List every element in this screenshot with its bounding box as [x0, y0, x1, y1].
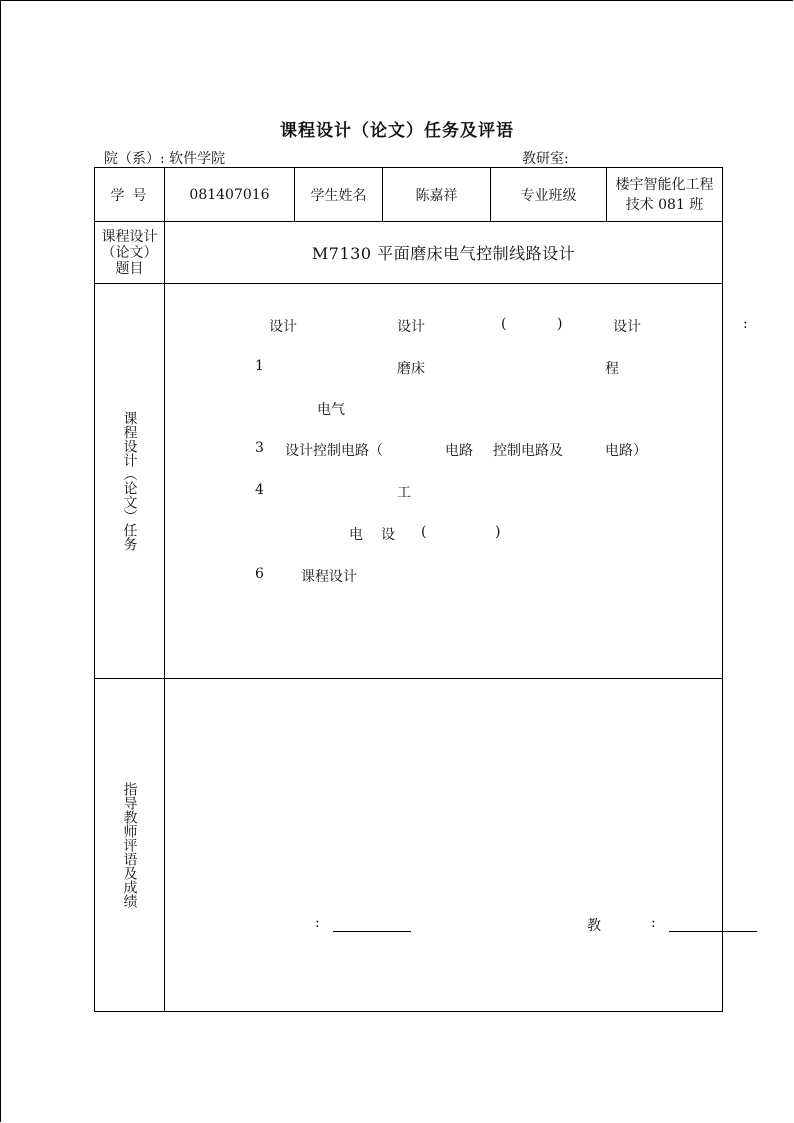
- class-value: 楼宇智能化工程技术 081 班: [615, 176, 714, 213]
- signature-left-colon: :: [315, 915, 320, 931]
- student-info-row: [95, 168, 723, 222]
- topic-value-cell: [165, 222, 723, 284]
- comments-row: [95, 679, 723, 1012]
- task-fragment: 课程设计: [301, 569, 357, 585]
- class-label: 专业班级: [520, 187, 577, 204]
- student-id-label-cell: [95, 168, 165, 222]
- comments-label: 指导教师评语及成绩: [121, 782, 138, 908]
- student-name-label-cell: [295, 168, 383, 222]
- task-fragment: (: [421, 524, 427, 540]
- task-fragment: 程: [605, 361, 619, 377]
- signature-right-line: [669, 931, 757, 932]
- task-fragment: 1: [255, 358, 264, 374]
- task-fragment: (: [501, 316, 507, 332]
- task-fragment: ): [495, 524, 501, 540]
- student-id-value: 081407016: [189, 186, 270, 203]
- task-content-cell: [165, 284, 748, 679]
- topic-label: 课程设计（论文）题目: [101, 228, 158, 277]
- department-field: 院（系）: 软件学院: [104, 151, 226, 167]
- signature-right-colon: :: [651, 915, 656, 931]
- task-fragment: :: [743, 316, 748, 332]
- student-name-label: 学生姓名: [310, 187, 367, 204]
- task-fragment: 设: [381, 527, 395, 543]
- task-fragment: 设计: [269, 319, 297, 335]
- class-label-cell: [491, 168, 607, 222]
- task-fragment: 工: [397, 485, 411, 501]
- topic-row: [95, 222, 723, 284]
- task-fragment: 设计: [397, 319, 425, 335]
- student-id-label: 学号: [110, 187, 155, 204]
- task-content: [165, 284, 748, 678]
- task-fragment: 电路）: [605, 443, 647, 459]
- task-label-cell: [95, 284, 165, 679]
- task-fragment: 电: [349, 527, 363, 543]
- document-title: 课程设计（论文）任务及评语: [280, 121, 514, 141]
- task-fragment: 磨床: [397, 361, 425, 377]
- task-fragment: 6: [255, 566, 264, 582]
- task-fragment: 控制电路及: [493, 443, 563, 459]
- comments-label-cell: [95, 679, 165, 1012]
- student-name-value: 陈嘉祥: [415, 187, 458, 204]
- task-fragment: 4: [255, 482, 264, 498]
- task-fragment: ): [557, 316, 563, 332]
- task-form-table: [94, 167, 748, 1012]
- comments-content: [165, 679, 722, 1011]
- topic-value: M7130 平面磨床电气控制线路设计: [311, 244, 576, 263]
- signature-left-line: [333, 931, 411, 932]
- class-value-cell: [607, 168, 723, 222]
- task-row: [95, 284, 723, 679]
- topic-label-cell: [95, 222, 165, 284]
- task-fragment: 电气: [317, 402, 345, 418]
- task-fragment: 设计: [613, 319, 641, 335]
- task-label: 课程设计（论文）任务: [121, 411, 138, 551]
- task-fragment: 3: [255, 440, 264, 456]
- signature-right-label: 教: [587, 918, 601, 934]
- office-field: 教研室:: [522, 151, 569, 167]
- comments-content-cell: [165, 679, 723, 1012]
- student-id-value-cell: [165, 168, 295, 222]
- student-name-value-cell: [383, 168, 491, 222]
- task-fragment: 设计控制电路（: [285, 443, 383, 459]
- task-fragment: 电路: [445, 443, 473, 459]
